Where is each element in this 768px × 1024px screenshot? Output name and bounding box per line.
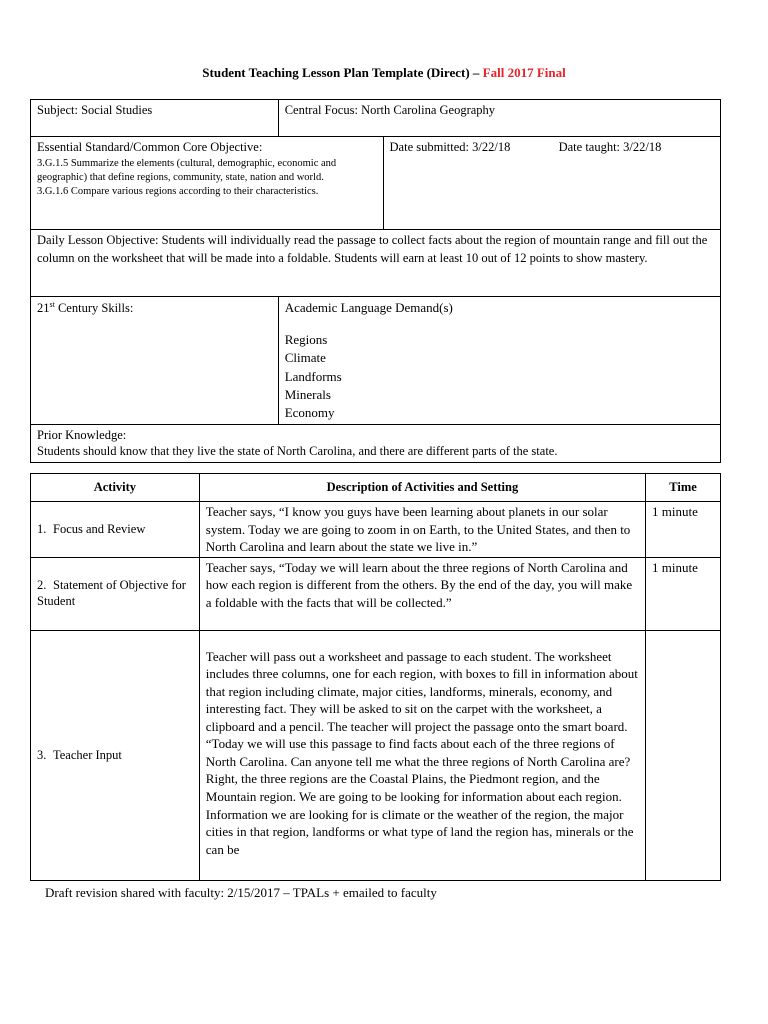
time-header: Time bbox=[646, 474, 721, 502]
activity-number: 2. bbox=[37, 578, 47, 593]
activity-label bbox=[31, 630, 200, 880]
document-title bbox=[0, 65, 768, 81]
skills-label-num: 21 bbox=[37, 301, 50, 316]
prior-knowledge-text: Students should know that they live the state of North Carolina, and there are different parts of the state. bbox=[37, 444, 558, 459]
footer-note: Draft revision shared with faculty: 2/15/2017 – TPALs + emailed to faculty bbox=[45, 885, 437, 900]
vocab-item: Minerals bbox=[284, 386, 331, 402]
activity-time: 1 minute bbox=[646, 557, 721, 630]
vocab-item: Economy bbox=[284, 404, 335, 420]
activity-time bbox=[646, 630, 721, 880]
activity-description bbox=[199, 630, 645, 880]
academic-language-cell bbox=[278, 297, 720, 425]
academic-language-label: Academic Language Demand(s) bbox=[284, 300, 453, 315]
activity-name: Teacher Input bbox=[53, 747, 122, 762]
vocab-item: Regions bbox=[284, 332, 328, 348]
title-main: Student Teaching Lesson Plan Template (Direct) – bbox=[202, 65, 483, 80]
activity-time: 1 minute bbox=[646, 502, 721, 558]
activity-description-text: Teacher will pass out a worksheet and passage to each student. The worksheet includes three columns, one for each region, with boxes to fill in information about that region including climate, major cities, landforms, minerals, economy, and interesting fact. They will be asked to sit on the carpet with the worksheet, a clipboard and a pencil. The teacher will project the passage onto the smart board. “Today we will use this passage to find facts about each of the three regions of North Carolina. Can anyone tell me what the three regions of North Carolina are? Right, the three regions are the Coastal Plains, the Piedmont region, and the Mountain region. We are going to be looking for information about each region. Information we are looking for is climate or the weather of the region, the major cities in that region, landforms or what type of land the region has, minerals or the can be bbox=[205, 648, 638, 857]
daily-objective-cell: Daily Lesson Objective: Students will individually read the passage to collect facts about the region of mountain range and fill out the column on the worksheet that will be made into a foldable. Students will earn at least 10 out of 12 points to show mastery. bbox=[31, 230, 721, 297]
activity-name: Statement of Objective for Student bbox=[37, 578, 186, 608]
date-taught: Date taught: 3/22/18 bbox=[558, 140, 662, 154]
century-skills-cell bbox=[31, 297, 279, 425]
skills-label-sup: st bbox=[49, 300, 55, 309]
vocab-item: Climate bbox=[284, 350, 326, 366]
date-submitted: Date submitted: 3/22/18 bbox=[389, 140, 511, 154]
central-focus-cell: Central Focus: North Carolina Geography bbox=[278, 100, 720, 137]
standard-2: 3.G.1.6 Compare various regions according to their characteristics. bbox=[37, 185, 319, 197]
lesson-info-table bbox=[30, 99, 721, 463]
activity-label bbox=[31, 502, 200, 558]
description-header: Description of Activities and Setting bbox=[199, 474, 645, 502]
activity-name: Focus and Review bbox=[53, 521, 146, 536]
essential-label: Essential Standard/Common Core Objective: bbox=[37, 140, 263, 154]
activities-table bbox=[30, 473, 721, 881]
activity-description: Teacher says, “Today we will learn about the three regions of North Carolina and how each region is different from the others. By the end of the day, you will make a foldable with the facts that will be collected.” bbox=[199, 557, 645, 630]
activity-label bbox=[31, 557, 200, 630]
skills-label: Century Skills: bbox=[54, 301, 134, 316]
dates-cell bbox=[383, 137, 720, 230]
standard-1: 3.G.1.5 Summarize the elements (cultural, demographic, economic and geographic) that define regions, community, state, nation and world. bbox=[37, 157, 337, 183]
activity-number: 3. bbox=[37, 747, 47, 762]
essential-standard-cell bbox=[31, 137, 384, 230]
activity-header: Activity bbox=[31, 474, 200, 502]
title-accent: Fall 2017 Final bbox=[482, 65, 566, 80]
activity-number: 1. bbox=[37, 521, 47, 536]
subject-cell: Subject: Social Studies bbox=[31, 100, 279, 137]
prior-knowledge-label: Prior Knowledge: bbox=[37, 428, 127, 443]
activity-description: Teacher says, “I know you guys have been learning about planets in our solar system. Today we are going to zoom in on Earth, to the United States, and then to North Carolina and learn about the state we live in.” bbox=[199, 502, 645, 558]
vocab-item: Landforms bbox=[284, 368, 342, 384]
prior-knowledge-cell bbox=[31, 425, 721, 463]
